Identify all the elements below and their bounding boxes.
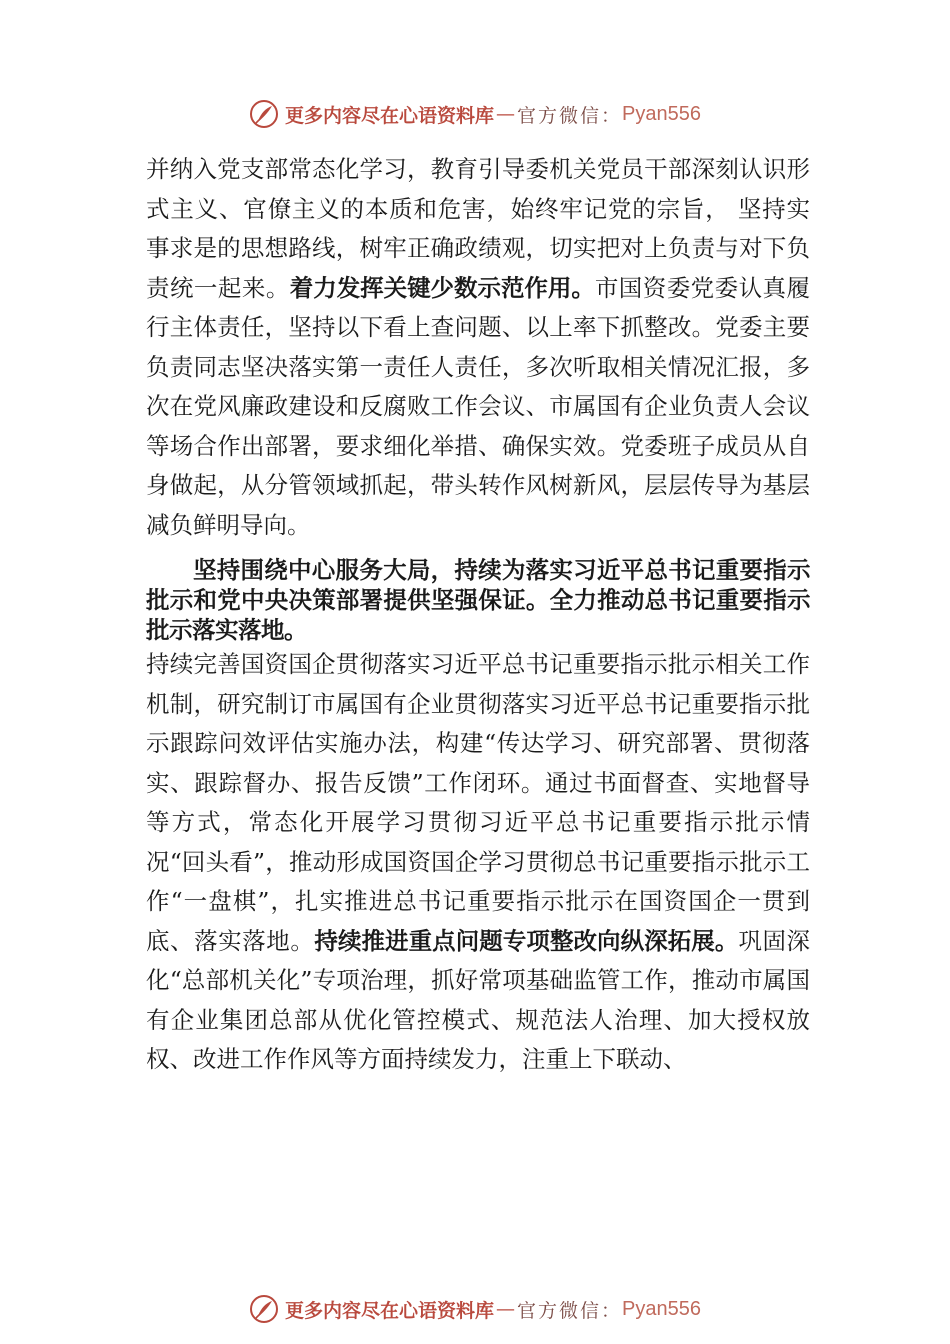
watermark-footer (0, 1289, 950, 1329)
feather-seal-icon (249, 99, 279, 129)
paragraph-2-bold-lead: 坚持围绕中心服务大局，持续为落实习近平总书记重要指示批示和党中央决策部署提供坚强保证。全力推动总书记重要指示批示落实落地。 (146, 556, 810, 644)
paragraph-2-text-1: 持续完善国资国企贯彻落实习近平总书记重要指示批示相关工作机制，研究制订市属国有企业贯彻落实习近平总书记重要指示批示跟踪问效评估实施办法，构建“传达学习、研究部署、贯彻落实、跟踪督办、报告反馈”工作闭环。通过书面督查、实地督导等方式，常态化开展学习贯彻习近平总书记重要指示批示情况“回头看”，推动形成国资国企学习贯彻总书记重要指示批示工作“一盘棋”，扎实推进总书记重要指示批示在国资国企一贯到底、落实落地。 (146, 650, 810, 955)
watermark-header (0, 94, 950, 134)
paragraph-2-bold-heading: 持续推进重点问题专项整改向纵深拓展。 (314, 926, 739, 955)
paragraph-1-text-1: 并纳入党支部常态化学习，教育引导委机关党员干部深刻认识形式主义、官僚主义的本质和危害，始终牢记党的宗旨， 坚持实事求是的思想路线，树牢正确政绩观，切实把对上负责与对下负责统一起来。 (146, 155, 810, 302)
feather-seal-icon (249, 1294, 279, 1324)
paragraph-1-text-2: 市国资委党委认真履行主体责任，坚持以下看上查问题、以上率下抓整改。党委主要负责同志坚决落实第一责任人责任，多次听取相关情况汇报，多次在党风廉政建设和反腐败工作会议、市属国有企业负责人会议等场合作出部署，要求细化举措、确保实效。党委班子成员从自身做起，从分管领域抓起，带头转作风树新风，层层传导为基层减负鲜明导向。 (146, 273, 811, 539)
watermark-wechat-id: Pyan556 (622, 1297, 701, 1320)
watermark-wechat-label: 官方微信： (517, 104, 623, 127)
watermark-dash: — (496, 1298, 516, 1320)
paragraph-2-text-2: 巩固深化“总部机关化”专项治理，抓好常项基础监管工作，推动市属国有企业集团总部从优化管控模式、规范法人治理、加大授权放权、改进工作作风等方面持续发力，注重上下联动、 (146, 926, 811, 1073)
watermark-brand: 更多内容尽在心语资料库 (285, 1299, 495, 1322)
watermark-dash: — (496, 103, 516, 125)
watermark-wechat-id: Pyan556 (622, 102, 701, 125)
paragraph-1 (146, 150, 810, 545)
paragraph-1-bold-heading: 着力发挥关键少数示范作用。 (289, 273, 595, 302)
paragraph-2 (146, 555, 810, 1080)
watermark-wechat-label: 官方微信： (517, 1299, 623, 1322)
watermark-brand: 更多内容尽在心语资料库 (285, 104, 495, 127)
document-body (146, 150, 810, 1080)
